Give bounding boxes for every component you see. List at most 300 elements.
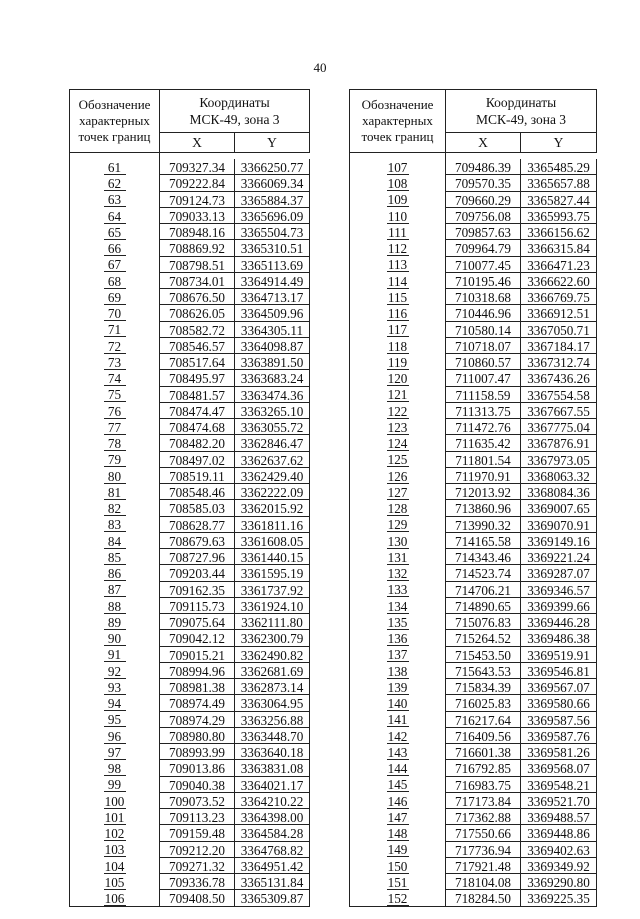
point-number: 85 (104, 551, 126, 565)
table-row (350, 760, 597, 776)
y-coordinate: 3365131.84 (235, 874, 310, 890)
x-coordinate: 709212.20 (160, 841, 235, 857)
x-coordinate: 708548.46 (160, 484, 235, 500)
point-number-cell (350, 224, 446, 240)
y-coordinate: 3363265.10 (235, 402, 310, 418)
y-coordinate: 3364509.96 (235, 305, 310, 321)
table-row (70, 841, 310, 857)
point-number-cell (350, 857, 446, 873)
table-row (350, 484, 597, 500)
header-coordinates (160, 90, 310, 133)
x-coordinate: 708546.57 (160, 337, 235, 353)
header-point-label (70, 90, 160, 153)
point-number-cell (70, 565, 160, 581)
point-number-cell (70, 597, 160, 613)
y-coordinate: 3368084.36 (521, 484, 597, 500)
x-coordinate: 717173.84 (446, 792, 521, 808)
y-coordinate: 3365657.88 (521, 175, 597, 191)
point-number: 77 (104, 421, 126, 435)
header-coords-line1: Координаты (485, 95, 557, 110)
y-coordinate: 3369346.57 (521, 581, 597, 597)
x-coordinate: 708585.03 (160, 500, 235, 516)
point-number-cell (70, 484, 160, 500)
y-coordinate: 3361440.15 (235, 549, 310, 565)
x-coordinate: 708519.11 (160, 467, 235, 483)
point-number-cell (70, 825, 160, 841)
x-coordinate: 716792.85 (446, 760, 521, 776)
table-row (350, 614, 597, 630)
x-coordinate: 710580.14 (446, 321, 521, 337)
point-number-cell (350, 581, 446, 597)
y-coordinate: 3364914.49 (235, 272, 310, 288)
y-coordinate: 3366769.75 (521, 289, 597, 305)
y-coordinate: 3369587.76 (521, 727, 597, 743)
point-number-cell (70, 224, 160, 240)
table-row (350, 321, 597, 337)
table-row (350, 841, 597, 857)
x-coordinate: 711801.54 (446, 451, 521, 467)
y-coordinate: 3367050.71 (521, 321, 597, 337)
table-row (350, 256, 597, 272)
y-coordinate: 3366471.23 (521, 256, 597, 272)
point-number: 137 (387, 647, 408, 663)
point-number-cell (350, 207, 446, 223)
table-row (350, 175, 597, 191)
y-coordinate: 3365310.51 (235, 240, 310, 256)
point-number: 71 (104, 323, 126, 337)
point-number-cell (70, 874, 160, 890)
table-row (70, 224, 310, 240)
point-number: 82 (104, 502, 126, 516)
point-number: 67 (104, 258, 126, 272)
point-number-cell (70, 760, 160, 776)
table-row (70, 467, 310, 483)
y-coordinate: 3369581.26 (521, 744, 597, 760)
table-row (350, 711, 597, 727)
point-number-cell (350, 727, 446, 743)
y-coordinate: 3362429.40 (235, 467, 310, 483)
y-coordinate: 3367775.04 (521, 419, 597, 435)
y-coordinate: 3369402.63 (521, 841, 597, 857)
y-coordinate: 3362873.14 (235, 679, 310, 695)
y-coordinate: 3366156.62 (521, 224, 597, 240)
table-row (70, 386, 310, 402)
table-row (350, 565, 597, 581)
point-number-cell (350, 516, 446, 532)
table-row (70, 305, 310, 321)
y-coordinate: 3365993.75 (521, 207, 597, 223)
table-row (70, 289, 310, 305)
x-coordinate: 711472.76 (446, 419, 521, 435)
point-number-cell (350, 890, 446, 906)
header-label-line3: точек границ (78, 129, 151, 144)
x-coordinate: 709271.32 (160, 857, 235, 873)
table-row (350, 500, 597, 516)
table-row (350, 159, 597, 175)
point-number: 108 (387, 176, 408, 191)
y-coordinate: 3361737.92 (235, 581, 310, 597)
header-coordinates (446, 90, 597, 133)
point-number-cell (350, 419, 446, 435)
header-y: Y (521, 133, 597, 153)
x-coordinate: 708981.38 (160, 679, 235, 695)
table-row (350, 240, 597, 256)
x-coordinate: 716983.75 (446, 776, 521, 792)
point-number: 141 (387, 712, 408, 728)
point-number: 123 (387, 419, 408, 435)
table-row (350, 727, 597, 743)
point-number: 100 (104, 793, 125, 809)
point-number: 116 (387, 306, 408, 321)
table-row (70, 175, 310, 191)
x-coordinate: 709857.63 (446, 224, 521, 240)
x-coordinate: 710195.46 (446, 272, 521, 288)
x-coordinate: 713990.32 (446, 516, 521, 532)
point-number-cell (70, 321, 160, 337)
y-coordinate: 3369007.65 (521, 500, 597, 516)
point-number: 118 (387, 338, 408, 354)
table-row (350, 890, 597, 906)
point-number-cell (350, 614, 446, 630)
x-coordinate: 711313.75 (446, 402, 521, 418)
point-number: 127 (387, 484, 408, 500)
point-number-cell (70, 370, 160, 386)
y-coordinate: 3369568.07 (521, 760, 597, 776)
y-coordinate: 3369587.56 (521, 711, 597, 727)
point-number-cell (350, 792, 446, 808)
x-coordinate: 709964.79 (446, 240, 521, 256)
y-coordinate: 3369448.86 (521, 825, 597, 841)
y-coordinate: 3363055.72 (235, 419, 310, 435)
header-label-line1: Обозначение (361, 97, 434, 112)
table-row (350, 581, 597, 597)
point-number: 103 (104, 842, 125, 858)
point-number: 138 (387, 663, 408, 679)
point-number-cell (350, 256, 446, 272)
y-coordinate: 3367184.17 (521, 337, 597, 353)
x-coordinate: 715834.39 (446, 679, 521, 695)
x-coordinate: 709756.08 (446, 207, 521, 223)
point-number: 143 (387, 744, 408, 760)
table-row (70, 321, 310, 337)
point-number-cell (350, 630, 446, 646)
table-row (70, 500, 310, 516)
y-coordinate: 3369225.35 (521, 890, 597, 906)
x-coordinate: 715643.53 (446, 662, 521, 678)
point-number-cell (350, 321, 446, 337)
x-coordinate: 708517.64 (160, 354, 235, 370)
table-row (70, 549, 310, 565)
point-number: 87 (104, 583, 126, 597)
header-label-line2: характерных (79, 113, 150, 128)
x-coordinate: 717736.94 (446, 841, 521, 857)
point-number-cell (70, 744, 160, 760)
y-coordinate: 3363831.08 (235, 760, 310, 776)
x-coordinate: 711970.91 (446, 467, 521, 483)
point-number-cell (350, 370, 446, 386)
x-coordinate: 708626.05 (160, 305, 235, 321)
y-coordinate: 3369546.81 (521, 662, 597, 678)
point-number-cell (70, 841, 160, 857)
x-coordinate: 710718.07 (446, 337, 521, 353)
y-coordinate: 3367436.26 (521, 370, 597, 386)
point-number: 96 (104, 730, 126, 744)
y-coordinate: 3367667.55 (521, 402, 597, 418)
point-number-cell (70, 272, 160, 288)
x-coordinate: 715453.50 (446, 646, 521, 662)
table-row (70, 727, 310, 743)
x-coordinate: 709159.48 (160, 825, 235, 841)
table-row (350, 207, 597, 223)
point-number: 65 (104, 226, 126, 240)
point-number: 83 (104, 518, 126, 532)
header-label-line3: точек границ (361, 129, 434, 144)
y-coordinate: 3367876.91 (521, 435, 597, 451)
point-number: 151 (387, 874, 408, 890)
table-row (70, 207, 310, 223)
point-number: 64 (104, 210, 126, 224)
x-coordinate: 715264.52 (446, 630, 521, 646)
x-coordinate: 708869.92 (160, 240, 235, 256)
table-row (350, 679, 597, 695)
point-number: 92 (104, 665, 126, 679)
point-number: 72 (104, 340, 126, 354)
point-number: 73 (104, 356, 126, 370)
x-coordinate: 708727.96 (160, 549, 235, 565)
point-number-cell (70, 857, 160, 873)
x-coordinate: 717550.66 (446, 825, 521, 841)
x-coordinate: 709042.12 (160, 630, 235, 646)
table-row (70, 890, 310, 906)
x-coordinate: 708974.49 (160, 695, 235, 711)
point-number: 120 (387, 371, 408, 386)
table-row (350, 272, 597, 288)
point-number-cell (350, 662, 446, 678)
header-x: X (446, 133, 521, 153)
point-number-cell (70, 256, 160, 272)
y-coordinate: 3369446.28 (521, 614, 597, 630)
x-coordinate: 709203.44 (160, 565, 235, 581)
point-number: 152 (387, 890, 408, 906)
x-coordinate: 709222.84 (160, 175, 235, 191)
table-row (350, 386, 597, 402)
table-row (70, 516, 310, 532)
table-row (70, 256, 310, 272)
point-number: 109 (387, 192, 408, 208)
y-coordinate: 3366622.60 (521, 272, 597, 288)
x-coordinate: 714523.74 (446, 565, 521, 581)
x-coordinate: 714890.65 (446, 597, 521, 613)
x-coordinate: 708994.96 (160, 662, 235, 678)
table-row (350, 289, 597, 305)
point-number-cell (70, 727, 160, 743)
x-coordinate: 709013.86 (160, 760, 235, 776)
table-row (350, 191, 597, 207)
x-coordinate: 709115.73 (160, 597, 235, 613)
y-coordinate: 3369399.66 (521, 597, 597, 613)
point-number: 95 (104, 713, 126, 727)
point-number-cell (70, 581, 160, 597)
point-number-cell (70, 419, 160, 435)
x-coordinate: 708481.57 (160, 386, 235, 402)
point-number: 147 (387, 809, 408, 825)
y-coordinate: 3363064.95 (235, 695, 310, 711)
header-point-label (350, 90, 446, 153)
point-number-cell (350, 305, 446, 321)
table-row (350, 792, 597, 808)
y-coordinate: 3363448.70 (235, 727, 310, 743)
y-coordinate: 3366315.84 (521, 240, 597, 256)
point-number: 68 (104, 275, 126, 289)
table-row (350, 516, 597, 532)
point-number-cell (350, 386, 446, 402)
point-number-cell (350, 467, 446, 483)
x-coordinate: 708948.16 (160, 224, 235, 240)
x-coordinate: 708497.02 (160, 451, 235, 467)
point-number: 69 (104, 291, 126, 305)
table-row (350, 532, 597, 548)
y-coordinate: 3369070.91 (521, 516, 597, 532)
header-label-line1: Обозначение (78, 97, 151, 112)
y-coordinate: 3369221.24 (521, 549, 597, 565)
point-number-cell (350, 744, 446, 760)
table-row (350, 825, 597, 841)
y-coordinate: 3363256.88 (235, 711, 310, 727)
point-number-cell (70, 435, 160, 451)
table-row (70, 484, 310, 500)
point-number-cell (350, 191, 446, 207)
point-number-cell (350, 825, 446, 841)
y-coordinate: 3363474.36 (235, 386, 310, 402)
point-number: 150 (387, 858, 408, 874)
y-coordinate: 3369548.21 (521, 776, 597, 792)
table-row (70, 825, 310, 841)
point-number-cell (350, 532, 446, 548)
table-row (70, 565, 310, 581)
point-number: 139 (387, 679, 408, 695)
y-coordinate: 3363640.18 (235, 744, 310, 760)
point-number-cell (350, 484, 446, 500)
y-coordinate: 3369486.38 (521, 630, 597, 646)
point-number: 149 (387, 842, 408, 858)
x-coordinate: 711007.47 (446, 370, 521, 386)
y-coordinate: 3362846.47 (235, 435, 310, 451)
x-coordinate: 716409.56 (446, 727, 521, 743)
point-number-cell (350, 354, 446, 370)
y-coordinate: 3369567.07 (521, 679, 597, 695)
table-row (70, 630, 310, 646)
table-row (70, 272, 310, 288)
y-coordinate: 3364713.17 (235, 289, 310, 305)
point-number-cell (70, 467, 160, 483)
x-coordinate: 717921.48 (446, 857, 521, 873)
x-coordinate: 717362.88 (446, 809, 521, 825)
y-coordinate: 3361595.19 (235, 565, 310, 581)
y-coordinate: 3361608.05 (235, 532, 310, 548)
y-coordinate: 3368063.32 (521, 467, 597, 483)
table-row (350, 451, 597, 467)
point-number: 76 (104, 405, 126, 419)
point-number-cell (350, 337, 446, 353)
x-coordinate: 713860.96 (446, 500, 521, 516)
point-number-cell (350, 874, 446, 890)
point-number: 101 (104, 809, 125, 825)
table-row (350, 597, 597, 613)
point-number: 126 (387, 468, 408, 484)
point-number-cell (350, 289, 446, 305)
y-coordinate: 3364398.00 (235, 809, 310, 825)
page-number: 40 (313, 60, 327, 75)
table-row (70, 191, 310, 207)
table-row (70, 451, 310, 467)
header-coords-line1: Координаты (199, 95, 270, 110)
y-coordinate: 3366069.34 (235, 175, 310, 191)
point-number-cell (350, 695, 446, 711)
point-number: 112 (387, 241, 408, 256)
point-number: 89 (104, 616, 126, 630)
x-coordinate: 708798.51 (160, 256, 235, 272)
table-row (70, 679, 310, 695)
coordinates-table-right (349, 89, 597, 907)
x-coordinate: 709408.50 (160, 890, 235, 906)
table-row (350, 402, 597, 418)
point-number-cell (70, 191, 160, 207)
point-number: 93 (104, 681, 126, 695)
y-coordinate: 3369519.91 (521, 646, 597, 662)
x-coordinate: 710860.57 (446, 354, 521, 370)
point-number: 145 (387, 777, 408, 793)
table-row (70, 711, 310, 727)
table-row (350, 370, 597, 386)
point-number-cell (350, 500, 446, 516)
point-number-cell (350, 435, 446, 451)
point-number: 144 (387, 761, 408, 776)
table-row (70, 662, 310, 678)
table-row (350, 354, 597, 370)
point-number-cell (350, 565, 446, 581)
y-coordinate: 3369580.66 (521, 695, 597, 711)
x-coordinate: 709040.38 (160, 776, 235, 792)
point-number: 61 (104, 161, 126, 175)
point-number: 146 (387, 793, 408, 809)
point-number-cell (350, 597, 446, 613)
table-row (350, 874, 597, 890)
point-number: 122 (387, 403, 408, 419)
table-row (350, 305, 597, 321)
y-coordinate: 3364098.87 (235, 337, 310, 353)
table-row (350, 744, 597, 760)
point-number: 62 (104, 177, 126, 191)
y-coordinate: 3364584.28 (235, 825, 310, 841)
point-number: 125 (387, 452, 408, 468)
table-row (70, 159, 310, 175)
table-row (70, 760, 310, 776)
point-number-cell (350, 240, 446, 256)
point-number-cell (70, 776, 160, 792)
point-number: 117 (387, 322, 408, 338)
point-number: 140 (387, 696, 408, 711)
point-number-cell (70, 289, 160, 305)
point-number: 106 (104, 890, 125, 906)
x-coordinate: 708582.72 (160, 321, 235, 337)
point-number-cell (70, 159, 160, 175)
x-coordinate: 709327.34 (160, 159, 235, 175)
y-coordinate: 3365113.69 (235, 256, 310, 272)
y-coordinate: 3362637.62 (235, 451, 310, 467)
x-coordinate: 709486.39 (446, 159, 521, 175)
table-row (350, 695, 597, 711)
point-number-cell (350, 175, 446, 191)
